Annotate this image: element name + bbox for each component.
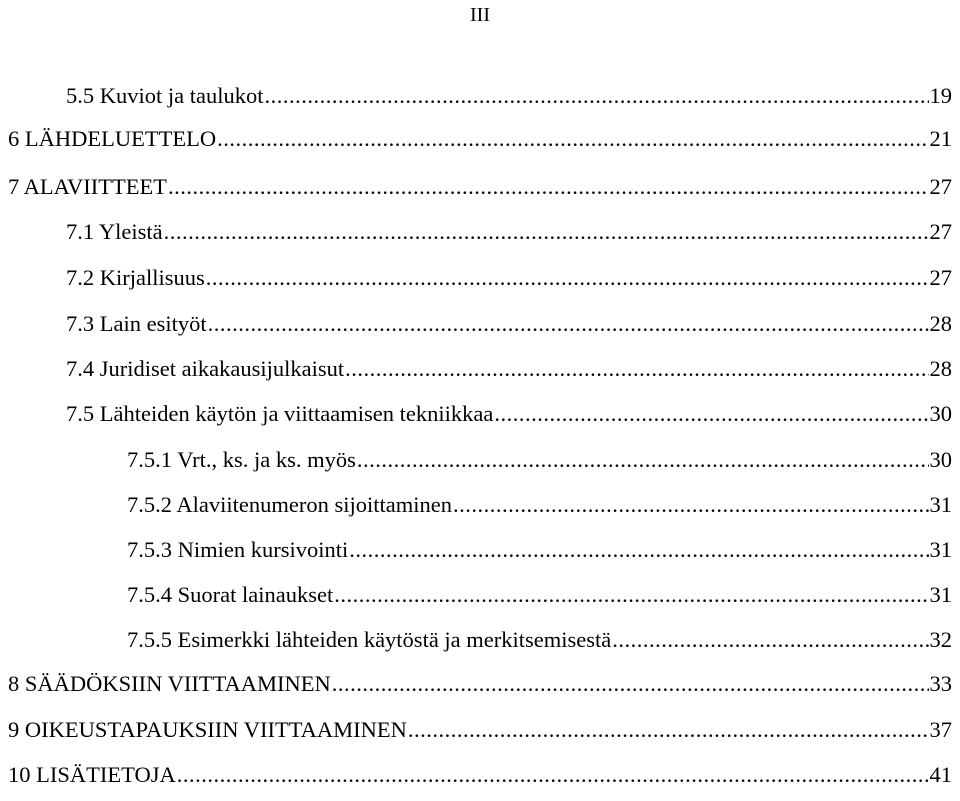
toc-page: 27	[929, 265, 952, 290]
toc-entry-8[interactable]	[8, 669, 952, 699]
toc-page: 37	[929, 717, 952, 742]
toc-title: 7.5.3 Nimien kursivointi	[127, 537, 349, 562]
toc-title: 6 LÄHDELUETTELO	[8, 126, 217, 151]
toc-page: 27	[929, 219, 952, 244]
toc-title: 7 ALAVIITTEET	[8, 174, 167, 199]
page-number: III	[470, 4, 490, 26]
toc-title: 7.5.4 Suorat lainaukset	[127, 582, 334, 607]
toc-entry-6[interactable]	[8, 124, 952, 154]
toc-entry-7-5-2[interactable]	[127, 490, 952, 520]
toc-title: 9 OIKEUSTAPAUKSIIN VIITTAAMINEN	[8, 717, 407, 742]
toc-entry-7-1[interactable]	[66, 217, 952, 247]
toc-entry-9[interactable]	[8, 715, 952, 745]
toc-leader	[349, 535, 928, 565]
toc-entry-7-5-4[interactable]	[127, 580, 952, 610]
toc-page: 19	[929, 83, 952, 108]
toc-page: 31	[929, 582, 952, 607]
toc-title: 7.5 Lähteiden käytön ja viittaamisen tekniikkaa	[66, 401, 494, 426]
toc-leader	[206, 263, 929, 293]
toc-page: 30	[929, 401, 952, 426]
toc-title: 7.5.2 Alaviitenumeron sijoittaminen	[127, 492, 452, 517]
toc-title: 7.2 Kirjallisuus	[66, 265, 205, 290]
toc-leader	[612, 625, 928, 655]
toc-title: 10 LISÄTIETOJA	[8, 762, 176, 787]
toc-page: 30	[929, 447, 952, 472]
toc-leader	[168, 172, 929, 202]
toc-page: 27	[929, 174, 952, 199]
toc-entry-7-5[interactable]	[66, 399, 952, 429]
toc-entry-7-5-3[interactable]	[127, 535, 952, 565]
toc-page: 32	[929, 627, 952, 652]
toc-title: 8 SÄÄDÖKSIIN VIITTAAMINEN	[8, 671, 331, 696]
toc-entry-7[interactable]	[8, 172, 952, 202]
toc-page: 41	[929, 762, 952, 787]
toc-entry-5-5[interactable]	[66, 81, 952, 111]
toc-page: 28	[929, 356, 952, 381]
toc-entry-7-2[interactable]	[66, 263, 952, 293]
toc-leader	[264, 81, 928, 111]
toc-leader	[217, 124, 928, 154]
toc-entry-7-4[interactable]	[66, 354, 952, 384]
toc-leader	[334, 580, 928, 610]
toc-page: 28	[929, 311, 952, 336]
toc-title: 7.3 Lain esityöt	[66, 311, 207, 336]
toc-leader	[345, 354, 928, 384]
toc-title: 7.4 Juridiset aikakausijulkaisut	[66, 356, 345, 381]
toc-title: 5.5 Kuviot ja taulukot	[66, 83, 264, 108]
toc-leader	[408, 715, 929, 745]
toc-leader	[357, 445, 929, 475]
toc-page: 21	[929, 126, 952, 151]
toc-title: 7.5.5 Esimerkki lähteiden käytöstä ja merkitsemisestä	[127, 627, 612, 652]
toc-leader	[164, 217, 929, 247]
toc-page: 31	[929, 492, 952, 517]
toc-leader	[208, 309, 929, 339]
toc-leader	[332, 669, 929, 699]
toc-leader	[177, 760, 929, 790]
toc-leader	[453, 490, 929, 520]
toc-leader	[494, 399, 928, 429]
toc-title: 7.1 Yleistä	[66, 219, 163, 244]
toc-page: 31	[929, 537, 952, 562]
toc-page: 33	[929, 671, 952, 696]
toc-entry-10[interactable]	[8, 760, 952, 790]
toc-entry-7-3[interactable]	[66, 309, 952, 339]
toc-entry-7-5-1[interactable]	[127, 445, 952, 475]
toc-entry-7-5-5[interactable]	[127, 625, 952, 655]
toc-title: 7.5.1 Vrt., ks. ja ks. myös	[127, 447, 356, 472]
